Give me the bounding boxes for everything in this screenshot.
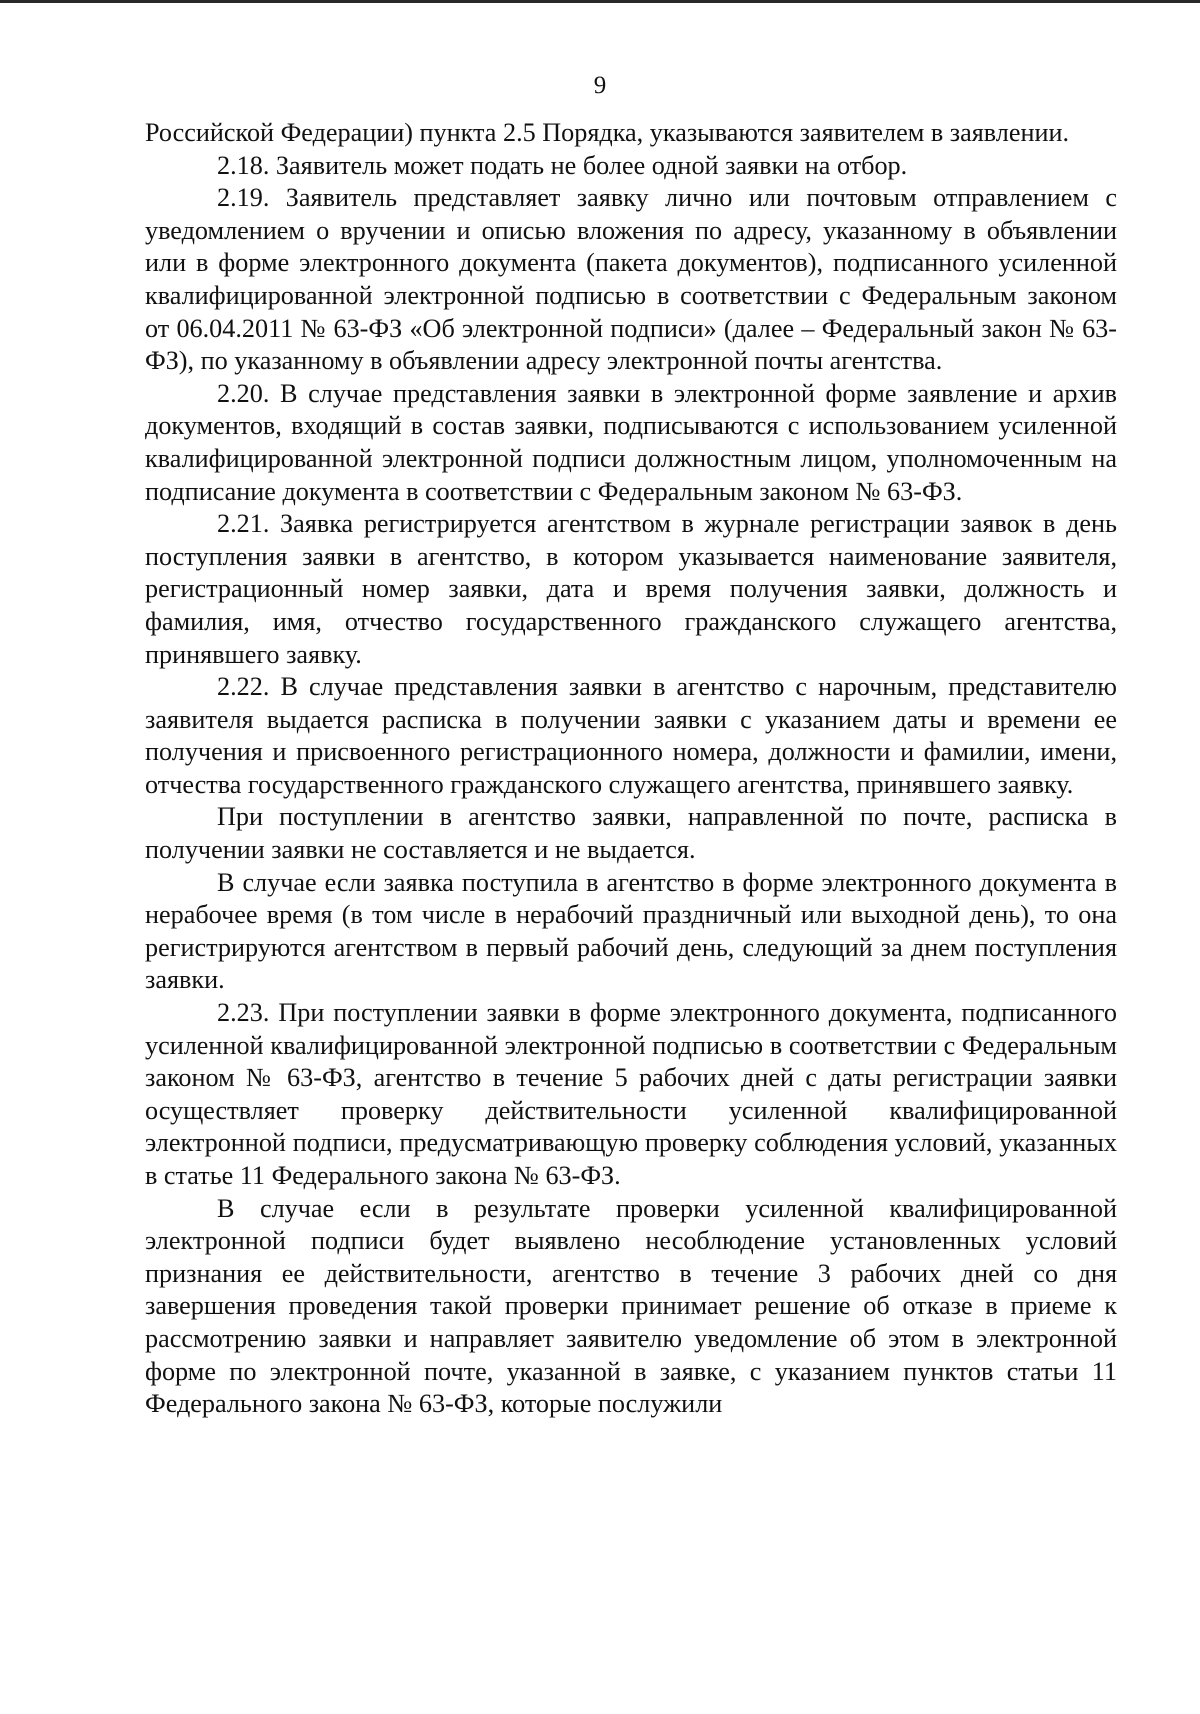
paragraph-2-22: 2.22. В случае представления заявки в агентство с нарочным, представителю заявителя выдается расписка в получении заявки с указанием даты и времени ее получения и присвоенного регистрационного номера, должности и фамилии, имени, отчества государственного гражданского служащего агентства, принявшего заявку. <box>145 672 1117 799</box>
page-number: 9 <box>593 72 607 99</box>
paragraph-2-21: 2.21. Заявка регистрируется агентством в журнале регистрации заявок в день поступления заявки в агентство, в котором указывается наименование заявителя, регистрационный номер заявки, дата и время получения заявки, должность и фамилия, имя, отчество государственного гражданского служащего агентства, принявшего заявку. <box>145 509 1117 669</box>
paragraph-continuation: Российской Федерации) пункта 2.5 Порядка, указываются заявителем в заявлении. <box>145 118 1070 147</box>
paragraph-2-18: 2.18. Заявитель может подать не более одной заявки на отбор. <box>217 150 908 180</box>
document-body <box>145 117 1117 1421</box>
paragraph-2-20: 2.20. В случае представления заявки в электронной форме заявление и архив документов, входящий в состав заявки, подписываются с использованием усиленной квалифицированной электронной подписи должностным лицом, уполномоченным на подписание документа в соответствии с Федеральным законом № 63-ФЗ. <box>145 378 1117 506</box>
paragraph-2-23: 2.23. При поступлении заявки в форме электронного документа, подписанного усиленной квалифицированной электронной подписью в соответствии с Федеральным законом № 63-ФЗ, агентство в течение 5 рабочих дней с даты регистрации заявки осуществляет проверку действительности усиленной квалифицированной электронной подписи, предусматривающую проверку соблюдения условий, указанных в статье 11 Федерального закона № 63-ФЗ. <box>145 998 1117 1190</box>
paragraph-2-22-nonworking: В случае если заявка поступила в агентство в форме электронного документа в нерабочее время (в том числе в нерабочий праздничный или выходной день), то она регистрируются агентством в первый рабочий день, следующий за днем поступления заявки. <box>145 867 1117 995</box>
paragraph-2-22-mail: При поступлении в агентство заявки, направленной по почте, расписка в получении заявки не составляется и не выдается. <box>145 802 1117 865</box>
paragraph-2-23-refusal: В случае если в результате проверки усиленной квалифицированной электронной подписи будет выявлено несоблюдение установленных условий признания ее действительности, агентство в течение 3 рабочих дней со дня завершения проведения такой проверки принимает решение об отказе в приеме к рассмотрению заявки и направляет заявителю уведомление об этом в электронной форме по электронной почте, указанной в заявке, с указанием пунктов статьи 11 Федерального закона № 63-ФЗ, которые послужили <box>145 1193 1117 1419</box>
top-edge-rule <box>0 0 1200 3</box>
paragraph-2-19: 2.19. Заявитель представляет заявку лично или почтовым отправлением с уведомлением о вручении и описью вложения по адресу, указанному в объявлении или в форме электронного документа (пакета документов), подписанного усиленной квалифицированной электронной подписью в соответствии с Федеральным законом от 06.04.2011 № 63-ФЗ «Об электронной подписи» (далее – Федеральный закон № 63-ФЗ), по указанному в объявлении адресу электронной почты агентства. <box>145 183 1117 376</box>
